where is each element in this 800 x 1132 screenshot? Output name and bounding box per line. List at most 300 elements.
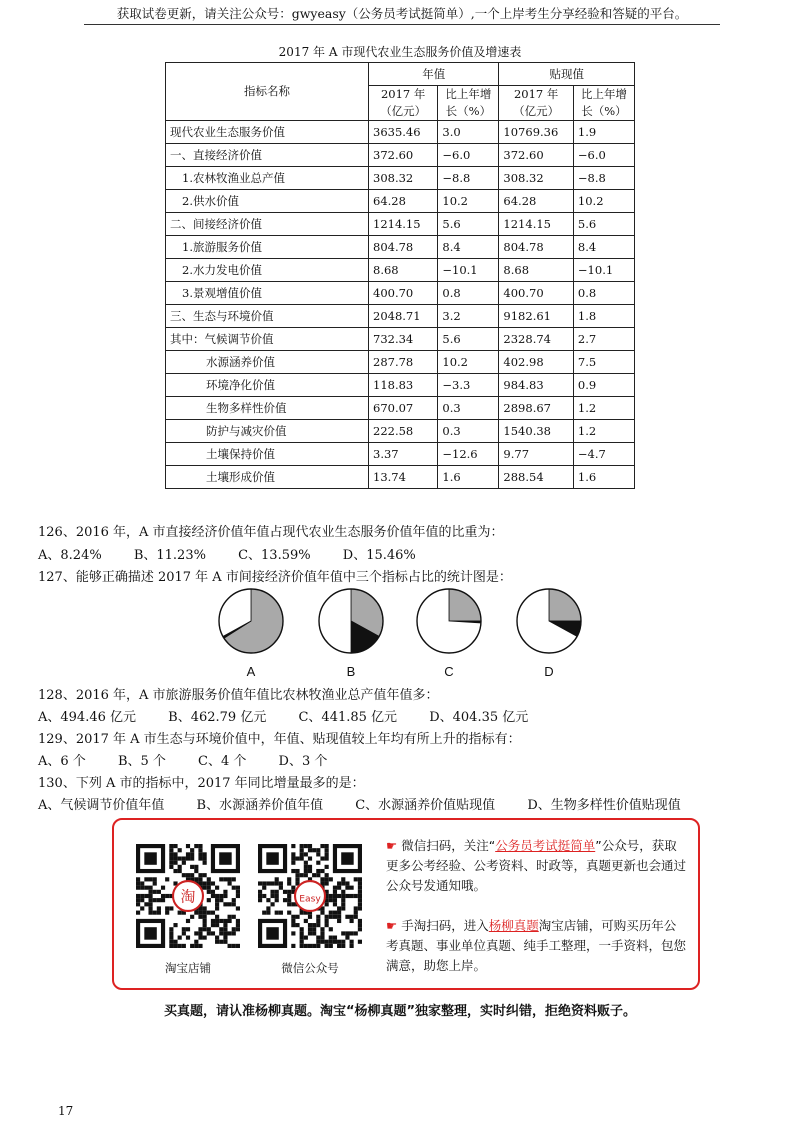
qr-module (198, 844, 202, 848)
qr-module (291, 861, 295, 865)
qr-module (223, 931, 227, 935)
row-discount-value: 9.77 (499, 443, 574, 466)
pie-option-d[interactable] (514, 586, 584, 679)
qr-module (329, 898, 333, 902)
qr-module (300, 911, 304, 915)
qr-module (316, 861, 320, 865)
qr-module (203, 873, 207, 877)
qr-module (316, 940, 320, 944)
qr-module (178, 869, 182, 873)
pie-option-a[interactable] (216, 586, 286, 679)
option-b[interactable]: B、5 个 (117, 754, 166, 769)
row-annual-value: 8.68 (369, 259, 438, 282)
row-discount-growth: 0.9 (573, 374, 634, 397)
qr-module (203, 861, 207, 865)
qr-module (194, 940, 198, 944)
qr-module (320, 927, 324, 931)
qr-module (207, 890, 211, 894)
qr-module (337, 915, 341, 919)
row-name: 防护与减灾价值 (166, 420, 369, 443)
qr-module (291, 915, 295, 919)
qr-module (275, 894, 279, 898)
table-row (166, 259, 635, 282)
qr-module (190, 944, 194, 948)
qr-module (291, 919, 295, 923)
option-d[interactable]: D、生物多样性价值贴现值 (527, 798, 681, 813)
qr-module (308, 865, 312, 869)
row-annual-value: 64.28 (369, 190, 438, 213)
qr-module (169, 844, 173, 848)
question-128: 128、2016 年，A 市旅游服务价值年值比农林牧渔业总产值年值多： (38, 688, 439, 703)
pie-label: D (544, 664, 554, 679)
qr-module (228, 915, 232, 919)
col-group-annual: 年值 (369, 63, 499, 86)
qr-module (169, 852, 173, 856)
table-title: 2017 年 A 市现代农业生态服务价值及增速表 (278, 45, 522, 59)
qr-module (169, 927, 173, 931)
qr-module (186, 927, 190, 931)
qr-module (215, 906, 219, 910)
qr-module (173, 944, 177, 948)
qr-module (207, 881, 211, 885)
qr-module (165, 906, 169, 910)
qr-module (262, 894, 266, 898)
row-annual-value: 287.78 (369, 351, 438, 374)
qr-module (341, 898, 345, 902)
table-row (166, 144, 635, 167)
qr-module (308, 927, 312, 931)
qr-module (232, 898, 236, 902)
qr-module (291, 902, 295, 906)
qr-module (350, 940, 354, 944)
qr-module (136, 898, 140, 902)
qr-caption-taobao: 淘宝店铺 (165, 961, 211, 975)
pie-option-b[interactable] (316, 586, 386, 679)
row-name: 3.景观增值价值 (166, 282, 369, 305)
table-row (166, 213, 635, 236)
qr-module (144, 894, 148, 898)
qr-module (295, 873, 299, 877)
qr-module (287, 894, 291, 898)
qr-module (275, 911, 279, 915)
qr-module (287, 911, 291, 915)
pie-option-c[interactable] (414, 586, 484, 679)
pie-slice-white (319, 589, 351, 653)
pie-chart (514, 586, 584, 656)
qr-module (211, 890, 215, 894)
table-row (166, 443, 635, 466)
qr-module (325, 944, 329, 948)
row-annual-growth: 1.6 (438, 466, 499, 489)
row-discount-growth: −8.8 (573, 167, 634, 190)
row-name: 水源涵养价值 (166, 351, 369, 374)
qr-module (300, 927, 304, 931)
qr-module (198, 915, 202, 919)
qr-module (232, 944, 236, 948)
option-c[interactable]: C、水源涵养价值贴现值 (355, 798, 496, 813)
qr-module (304, 944, 308, 948)
qr-module (215, 886, 219, 890)
qr-module (333, 890, 337, 894)
row-name: 其中：气候调节价值 (166, 328, 369, 351)
qr-module (358, 877, 362, 881)
qr-module (304, 844, 308, 848)
qr-module (169, 940, 173, 944)
qr-module (182, 927, 186, 931)
qr-module (232, 931, 236, 935)
qr-module (320, 856, 324, 860)
qr-module (291, 869, 295, 873)
option-a[interactable]: A、6 个 (38, 754, 86, 769)
qr-module (295, 923, 299, 927)
qr-module (304, 919, 308, 923)
row-name: 1.旅游服务价值 (166, 236, 369, 259)
qr-module (337, 919, 341, 923)
qr-module (300, 944, 304, 948)
option-b[interactable]: B、462.79 亿元 (168, 710, 267, 725)
question-129: 129、2017 年 A 市生态与环境价值中，年值、贴现值较上年均有所上升的指标有： (38, 732, 521, 747)
row-discount-growth: 10.2 (573, 190, 634, 213)
qr-module (291, 944, 295, 948)
qr-module (236, 919, 240, 923)
qr-module (140, 881, 144, 885)
qr-module (300, 844, 304, 848)
qr-module (287, 877, 291, 881)
qr-module (312, 873, 316, 877)
qr-module (312, 923, 316, 927)
option-a[interactable]: A、8.24% (38, 548, 102, 563)
qr-module (207, 911, 211, 915)
qr-module (258, 890, 262, 894)
qr-finder (144, 927, 156, 939)
qr-module (287, 881, 291, 885)
qr-module (215, 919, 219, 923)
qr-module (300, 931, 304, 935)
qr-module (279, 881, 283, 885)
qr-module (354, 906, 358, 910)
row-annual-growth: 0.8 (438, 282, 499, 305)
qr-module (291, 856, 295, 860)
qr-module (316, 852, 320, 856)
row-discount-growth: 1.2 (573, 397, 634, 420)
row-annual-value: 670.07 (369, 397, 438, 420)
table-row (166, 466, 635, 489)
qr-module (186, 852, 190, 856)
qr-module (178, 848, 182, 852)
qr-module (211, 931, 215, 935)
row-discount-value: 1214.15 (499, 213, 574, 236)
qr-module (350, 944, 354, 948)
qr-module (333, 911, 337, 915)
qr-module (329, 927, 333, 931)
qr-module (333, 886, 337, 890)
qr-module (223, 890, 227, 894)
header-divider (84, 24, 720, 25)
qr-module (186, 873, 190, 877)
qr-module (194, 944, 198, 948)
row-name: 现代农业生态服务价值 (166, 121, 369, 144)
qr-module (325, 844, 329, 848)
row-name: 2.供水价值 (166, 190, 369, 213)
qr-module (148, 894, 152, 898)
qr-module (157, 911, 161, 915)
qr-module (341, 944, 345, 948)
qr-module (350, 886, 354, 890)
row-discount-value: 8.68 (499, 259, 574, 282)
qr-module (169, 861, 173, 865)
qr-module (308, 915, 312, 919)
option-d[interactable]: D、3 个 (278, 754, 328, 769)
page-number: 17 (58, 1104, 74, 1118)
qr-module (223, 919, 227, 923)
options-129 (38, 750, 355, 769)
qr-module (161, 898, 165, 902)
qr-module (295, 856, 299, 860)
pie-chart (414, 586, 484, 656)
qr-module (219, 919, 223, 923)
row-discount-value: 308.32 (499, 167, 574, 190)
qr-module (236, 906, 240, 910)
qr-module (300, 873, 304, 877)
page-header: 获取试卷更新，请关注公众号：gwyeasy（公务员考试挺简单）,一个上岸考生分享经验和答疑的平台。 (116, 6, 688, 21)
row-annual-growth: 3.2 (438, 305, 499, 328)
qr-module (219, 898, 223, 902)
qr-module (140, 906, 144, 910)
row-name: 二、间接经济价值 (166, 213, 369, 236)
qr-module (173, 844, 177, 848)
qr-module (198, 877, 202, 881)
qr-module (316, 915, 320, 919)
qr-module (325, 940, 329, 944)
qr-module (198, 931, 202, 935)
qr-module (140, 894, 144, 898)
qr-module (341, 931, 345, 935)
qr-module (194, 844, 198, 848)
row-discount-value: 10769.36 (499, 121, 574, 144)
promo-wechat-text: ☛ 微信扫码，关注“公务员考试挺简单”公众号，获取更多公考经验、公考资料、时政等，真题更新也会通过公众号发通知哦。 (386, 838, 687, 893)
qr-module (182, 873, 186, 877)
qr-finder (219, 852, 231, 864)
qr-module (190, 873, 194, 877)
options-126 (38, 544, 444, 563)
qr-logo-text: Easy (299, 894, 321, 905)
qr-module (236, 886, 240, 890)
option-b[interactable]: B、11.23% (133, 548, 206, 563)
qr-module (345, 915, 349, 919)
qr-module (283, 890, 287, 894)
qr-module (287, 898, 291, 902)
qr-module (320, 844, 324, 848)
qr-module (320, 940, 324, 944)
qr-module (308, 931, 312, 935)
qr-module (178, 856, 182, 860)
qr-module (178, 865, 182, 869)
qr-module (329, 894, 333, 898)
qr-module (258, 881, 262, 885)
qr-module (325, 877, 329, 881)
qr-module (215, 898, 219, 902)
qr-module (207, 886, 211, 890)
qr-module (203, 852, 207, 856)
table-row (166, 305, 635, 328)
col-annual-value: 2017 年（亿元） (369, 86, 438, 121)
qr-module (316, 919, 320, 923)
qr-module (161, 886, 165, 890)
taobao-qr-code[interactable] (136, 844, 240, 948)
qr-module (186, 856, 190, 860)
qr-module (358, 927, 362, 931)
qr-module (262, 911, 266, 915)
qr-module (153, 881, 157, 885)
footer-slogan: 买真题，请认准杨柳真题。淘宝“杨柳真题”独家整理，实时纠错，拒绝资料贩子。 (163, 1004, 637, 1019)
qr-module (211, 881, 215, 885)
qr-module (169, 865, 173, 869)
row-discount-value: 400.70 (499, 282, 574, 305)
qr-module (178, 944, 182, 948)
qr-module (266, 881, 270, 885)
qr-module (211, 894, 215, 898)
qr-module (215, 940, 219, 944)
qr-module (350, 894, 354, 898)
qr-module (144, 902, 148, 906)
qr-module (291, 931, 295, 935)
qr-module (140, 898, 144, 902)
qr-module (157, 890, 161, 894)
qr-module (194, 877, 198, 881)
qr-module (153, 898, 157, 902)
qr-module (287, 902, 291, 906)
qr-module (182, 856, 186, 860)
qr-module (203, 936, 207, 940)
qr-module (232, 927, 236, 931)
option-d[interactable]: D、15.46% (342, 548, 416, 563)
qr-module (337, 881, 341, 885)
options-128 (38, 706, 556, 725)
qr-module (165, 894, 169, 898)
qr-module (350, 919, 354, 923)
qr-module (207, 898, 211, 902)
row-discount-growth: 1.2 (573, 420, 634, 443)
qr-logo-text: 淘 (180, 887, 196, 906)
table-body (166, 121, 635, 489)
row-annual-growth: 5.6 (438, 328, 499, 351)
option-c[interactable]: C、4 个 (198, 754, 247, 769)
table-row (166, 236, 635, 259)
option-c[interactable]: C、441.85 亿元 (298, 710, 398, 725)
qr-module (144, 886, 148, 890)
row-name: 三、生态与环境价值 (166, 305, 369, 328)
qr-module (320, 877, 324, 881)
qr-module (136, 877, 140, 881)
qr-module (304, 852, 308, 856)
row-discount-growth: 1.9 (573, 121, 634, 144)
qr-module (215, 915, 219, 919)
row-name: 一、直接经济价值 (166, 144, 369, 167)
qr-module (232, 915, 236, 919)
qr-module (283, 898, 287, 902)
qr-module (236, 944, 240, 948)
question-130: 130、下列 A 市的指标中，2017 年同比增量最多的是： (38, 776, 365, 791)
option-c[interactable]: C、13.59% (238, 548, 311, 563)
qr-module (270, 881, 274, 885)
wechat-qr-code[interactable] (258, 844, 362, 948)
qr-module (228, 919, 232, 923)
qr-module (203, 923, 207, 927)
qr-module (266, 898, 270, 902)
qr-module (161, 894, 165, 898)
option-a[interactable]: A、气候调节价值年值 (38, 798, 165, 813)
qr-module (316, 873, 320, 877)
qr-module (186, 936, 190, 940)
qr-module (228, 877, 232, 881)
qr-module (153, 911, 157, 915)
qr-module (140, 886, 144, 890)
qr-module (236, 923, 240, 927)
qr-module (148, 886, 152, 890)
wechat-account-link[interactable]: 公务员考试挺简单 (495, 838, 596, 853)
qr-module (300, 852, 304, 856)
qr-module (304, 873, 308, 877)
qr-module (228, 902, 232, 906)
row-name: 2.水力发电价值 (166, 259, 369, 282)
promo-box (112, 818, 700, 990)
qr-module (215, 923, 219, 927)
qr-finder (341, 852, 353, 864)
qr-module (275, 881, 279, 885)
qr-module (341, 940, 345, 944)
qr-module (219, 931, 223, 935)
qr-module (148, 890, 152, 894)
qr-module (354, 877, 358, 881)
qr-module (358, 919, 362, 923)
qr-module (203, 906, 207, 910)
qr-module (325, 902, 329, 906)
qr-module (169, 931, 173, 935)
table-row (166, 328, 635, 351)
qr-module (325, 848, 329, 852)
table-row (166, 282, 635, 305)
col-group-discount: 贴现值 (499, 63, 635, 86)
qr-module (316, 936, 320, 940)
qr-module (345, 881, 349, 885)
row-annual-value: 222.58 (369, 420, 438, 443)
row-discount-growth: 5.6 (573, 213, 634, 236)
row-discount-growth: 1.8 (573, 305, 634, 328)
option-b[interactable]: B、水源涵养价值年值 (196, 798, 324, 813)
question-127: 127、能够正确描述 2017 年 A 市间接经济价值年值中三个指标占比的统计图是： (38, 570, 512, 585)
row-annual-value: 13.74 (369, 466, 438, 489)
row-annual-growth: −12.6 (438, 443, 499, 466)
qr-module (337, 894, 341, 898)
table-row (166, 121, 635, 144)
taobao-store-link[interactable]: 杨柳真题 (488, 918, 539, 933)
row-annual-growth: 3.0 (438, 121, 499, 144)
qr-module (304, 869, 308, 873)
option-d[interactable]: D、404.35 亿元 (429, 710, 529, 725)
qr-module (211, 923, 215, 927)
qr-module (308, 844, 312, 848)
qr-module (203, 919, 207, 923)
qr-module (203, 856, 207, 860)
question-126: 126、2016 年，A 市直接经济价值年值占现代农业生态服务价值年值的比重为： (38, 525, 504, 540)
table-row (166, 420, 635, 443)
qr-module (219, 877, 223, 881)
option-a[interactable]: A、494.46 亿元 (38, 710, 137, 725)
row-discount-growth: 0.8 (573, 282, 634, 305)
qr-module (337, 886, 341, 890)
pointing-hand-icon: ☛ (386, 838, 398, 853)
pie-label: C (444, 664, 454, 679)
